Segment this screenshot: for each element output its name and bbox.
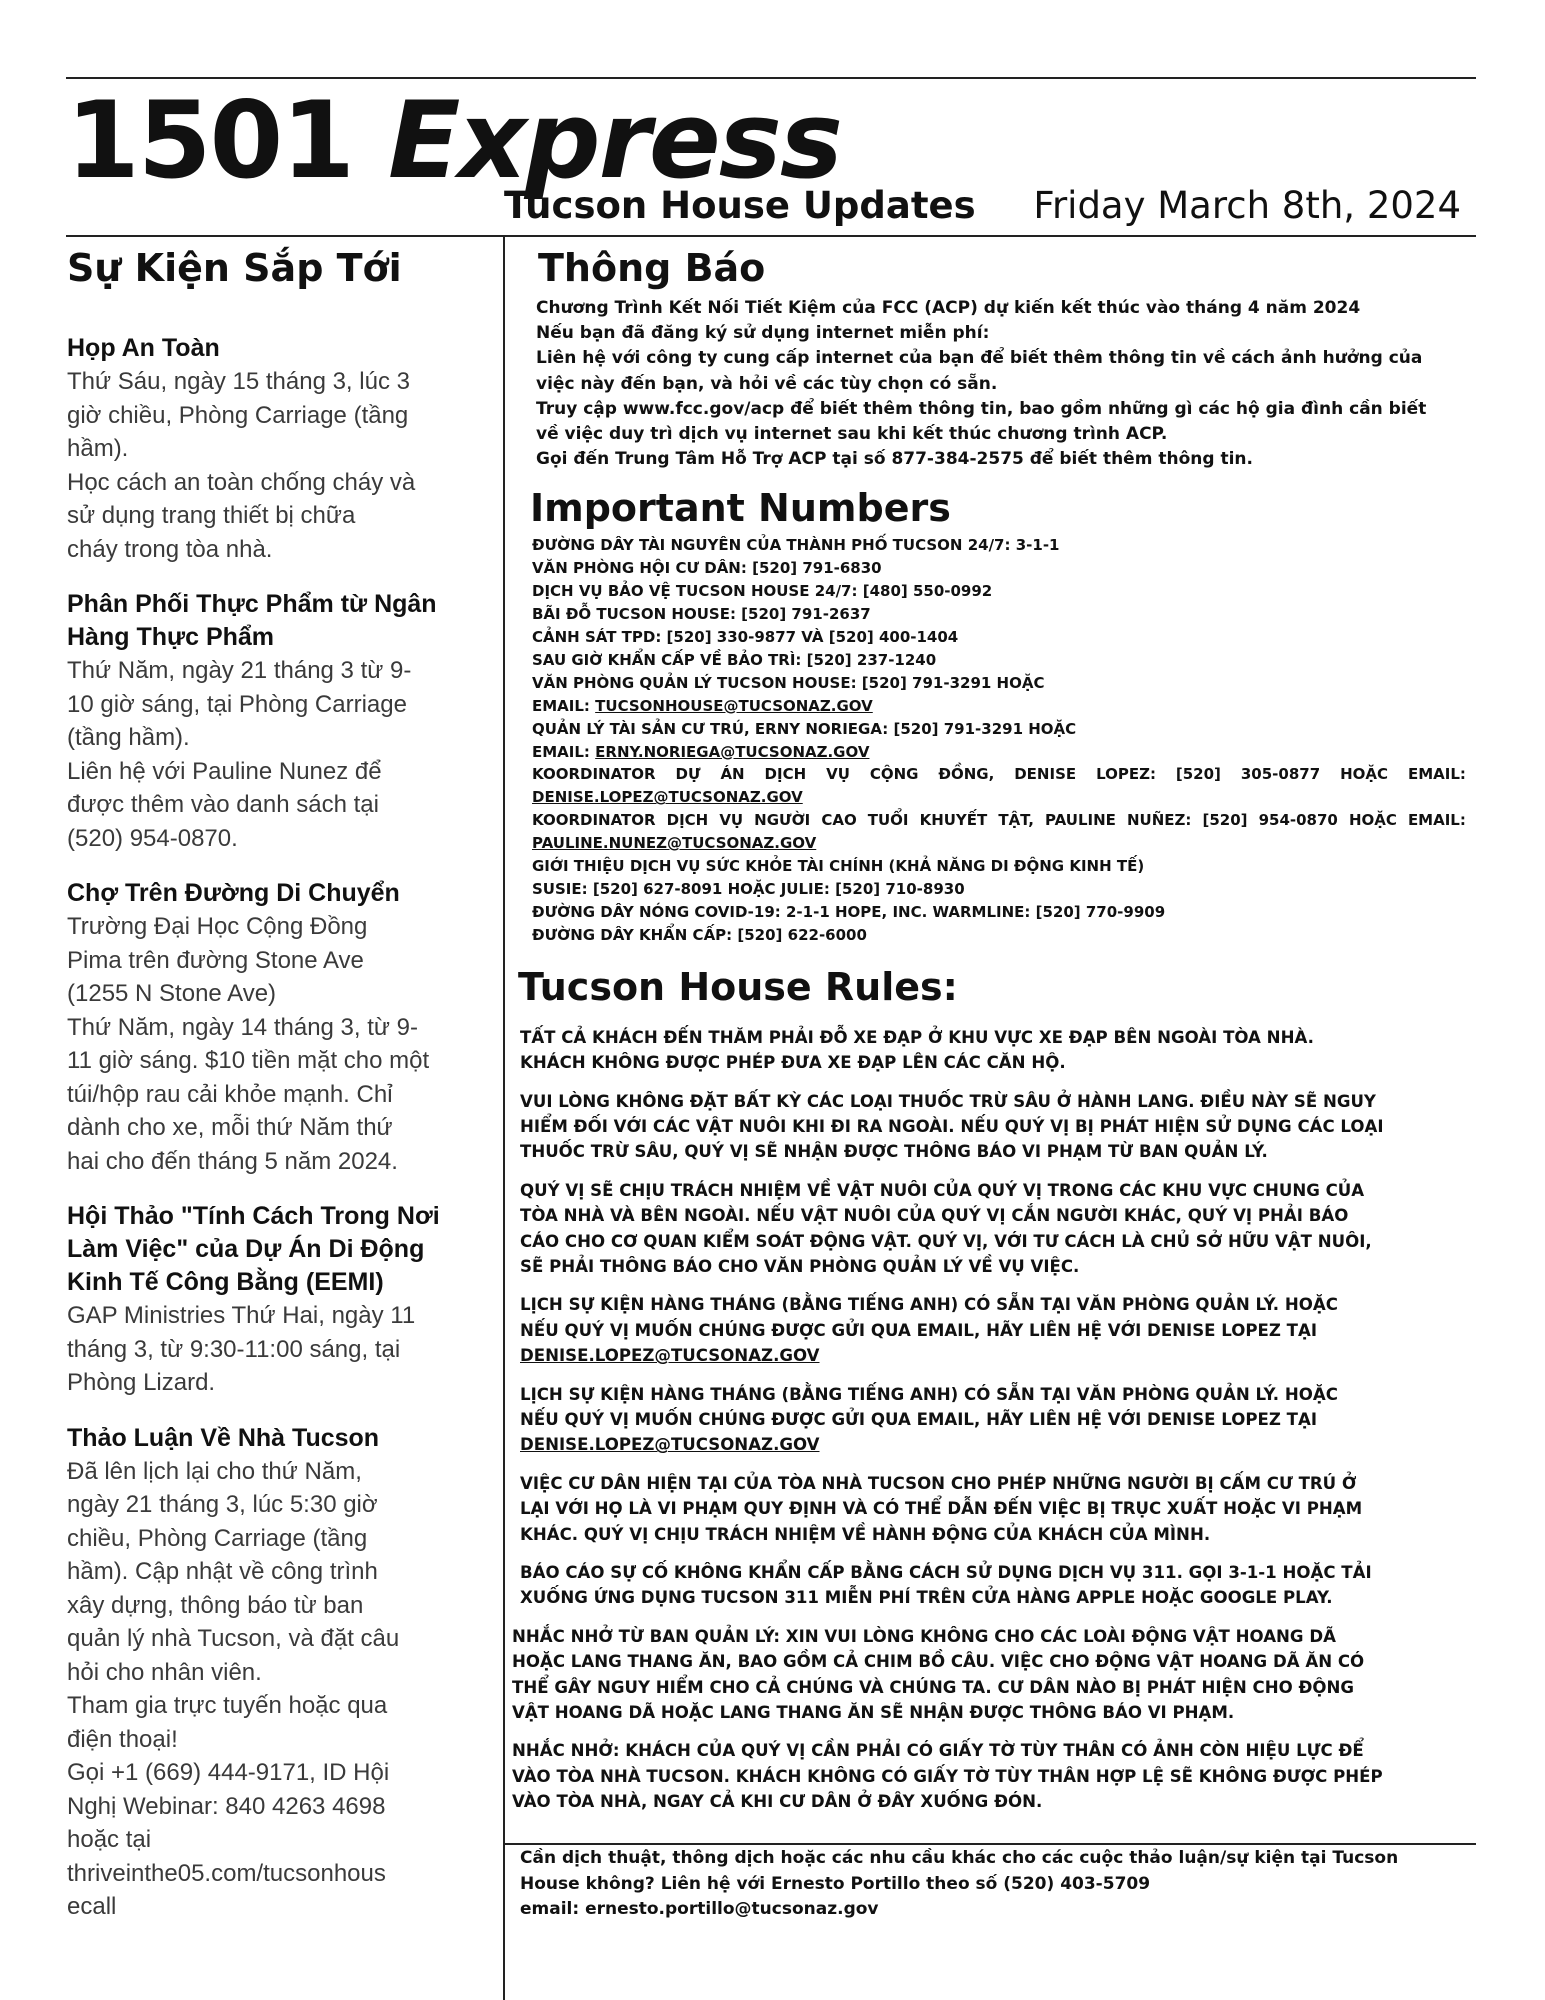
event-line: chiều, Phòng Carriage (tầng: [67, 1524, 368, 1552]
number-line-justified: [532, 763, 1466, 786]
masthead-subtitle: Tucson House Updates: [504, 184, 976, 227]
number-line: [532, 741, 1466, 764]
rule-line: CÁO CHO CƠ QUAN KIỂM SOÁT ĐỘNG VẬT. QUÝ VỊ, VỚI TƯ CÁCH LÀ CHỦ SỞ HỮU VẬT NUÔI,: [520, 1231, 1372, 1251]
announcements-column: [512, 244, 1466, 1828]
rule-line: VUI LÒNG KHÔNG ĐẶT BẤT KỲ CÁC LOẠI THUỐC TRỪ SÂU Ở HÀNH LANG. ĐIỀU NÀY SẼ NGUY: [520, 1091, 1376, 1111]
event-line: Trường Đại Học Cộng Đồng: [67, 913, 368, 940]
event-line: Học cách an toàn chống cháy và: [67, 468, 416, 496]
event-title: Phân Phối Thực Phẩm từ Ngân: [67, 590, 437, 618]
number-line: [532, 786, 1466, 809]
event-line: Tham gia trực tuyến hoặc qua: [67, 1692, 388, 1719]
number-line: DỊCH VỤ BẢO VỆ TUCSON HOUSE 24/7: [480] 550-0992: [532, 582, 993, 601]
rule-line: XUỐNG ỨNG DỤNG TUCSON 311 MIỄN PHÍ TRÊN CỬA HÀNG APPLE HOẶC GOOGLE PLAY.: [520, 1588, 1333, 1608]
word: NGƯỜI: [754, 811, 811, 830]
event-title: Hàng Thực Phẩm: [67, 623, 275, 651]
rule-line: NẾU QUÝ VỊ MUỐN CHÚNG ĐƯỢC GỬI QUA EMAIL, HÃY LIÊN HỆ VỚI DENISE LOPEZ TẠI: [520, 1410, 1318, 1430]
rule-monthly-calendar: [520, 1292, 1466, 1368]
number-line: ĐƯỜNG DÂY TÀI NGUYÊN CỦA THÀNH PHỐ TUCSON 24/7: 3-1-1: [532, 536, 1060, 555]
word: HOẶC: [1340, 765, 1389, 784]
word: HOẶC: [1348, 811, 1397, 830]
event-line: hỏi cho nhân viên.: [67, 1658, 262, 1686]
rule-line: THUỐC TRỪ SÂU, QUÝ VỊ SẼ NHẬN ĐƯỢC THÔNG BÁO VI PHẠM TỪ BAN QUẢN LÝ.: [520, 1142, 1268, 1162]
number-line: BÃI ĐỖ TUCSON HOUSE: [520] 791-2637: [532, 605, 871, 624]
email-label: EMAIL:: [532, 696, 596, 715]
erny-noriega-email-link[interactable]: ERNY.NORIEGA@TUCSONAZ.GOV: [595, 742, 870, 761]
rule-line: HOẶC LANG THANG ĂN, BAO GỒM CẢ CHIM BỒ CÂU. VIỆC CHO ĐỘNG VẬT HOANG DÃ ĂN CÓ: [512, 1652, 1365, 1672]
notice-line: Liên hệ với công ty cung cấp internet của bạn để biết thêm thông tin về cách ảnh hưởng của: [536, 348, 1423, 369]
word: CỘNG: [869, 765, 919, 784]
rule-line: KHÁC. QUÝ VỊ CHỊU TRÁCH NHIỆM VỀ HÀNH ĐỘNG CỦA KHÁCH CỦA MÌNH.: [520, 1524, 1211, 1544]
word: EMAIL:: [1407, 765, 1466, 784]
rule-pesticides: [520, 1089, 1466, 1165]
event-title: Họp An Toàn: [67, 334, 220, 362]
translation-help-footer: [520, 1846, 1465, 1923]
word: TUỔI: [867, 811, 909, 830]
number-line-justified: [532, 809, 1466, 832]
word: VỤ: [826, 765, 850, 784]
word: TẬT,: [998, 811, 1034, 830]
event-title: Thảo Luận Về Nhà Tucson: [67, 1423, 380, 1452]
event-line: hai cho đến tháng 5 năm 2024.: [67, 1147, 398, 1175]
rule-line: NHẮC NHỞ: KHÁCH CỦA QUÝ VỊ CẦN PHẢI CÓ GIẤY TỜ TÙY THÂN CÓ ẢNH CÒN HIỆU LỰC ĐỂ: [512, 1741, 1364, 1761]
word: [520]: [1202, 811, 1248, 830]
word: DENISE: [1014, 765, 1077, 784]
masthead-title-main: 1501: [66, 79, 388, 202]
word: CAO: [821, 811, 857, 830]
event-line: Nghị Webinar: 840 4263 4698: [67, 1792, 386, 1820]
event-title: Chợ Trên Đường Di Chuyển: [67, 879, 400, 907]
event-title: Kinh Tế Công Bằng (EEMI): [67, 1268, 384, 1296]
event-line: hầm). Cập nhật về công trình: [67, 1558, 378, 1585]
word: EMAIL:: [1407, 811, 1466, 830]
notice-body: [536, 296, 1466, 472]
event-tucson-house-discussion: [67, 1422, 487, 1924]
rule-report-311: [520, 1560, 1466, 1611]
footer-rule: [505, 1843, 1476, 1845]
rule-line: HIỂM ĐỐI VỚI CÁC VẬT NUÔI KHI ĐI RA NGOÀI. NẾU QUÝ VỊ BỊ PHÁT HIỆN SỬ DỤNG CÁC LOẠI: [520, 1116, 1384, 1136]
notice-line: việc này đến bạn, và hỏi về các tùy chọn có sẵn.: [536, 373, 998, 394]
word: ĐỒNG,: [938, 765, 995, 784]
notice-line: Gọi đến Trung Tâm Hỗ Trợ ACP tại số 877-384-2575 để biết thêm thông tin.: [536, 449, 1253, 470]
word: PAULINE: [1045, 811, 1116, 830]
footer-line: House không? Liên hệ với Ernesto Portillo theo số (520) 403-5709: [520, 1873, 1151, 1894]
event-mobile-market: [67, 877, 487, 1178]
event-line: GAP Ministries Thứ Hai, ngày 11: [67, 1302, 416, 1329]
event-line: 10 giờ sáng, tại Phòng Carriage: [67, 690, 407, 718]
event-eemi-workshop: [67, 1200, 487, 1400]
word: NUÑEZ:: [1127, 811, 1192, 830]
event-line: ngày 21 tháng 3, lúc 5:30 giờ: [67, 1491, 378, 1518]
rule-line: TẤT CẢ KHÁCH ĐẾN THĂM PHẢI ĐỖ XE ĐẠP Ở KHU VỰC XE ĐẠP BÊN NGOÀI TÒA NHÀ.: [520, 1027, 1314, 1047]
header-rule: [66, 235, 1476, 237]
event-line: Đã lên lịch lại cho thứ Năm,: [67, 1457, 362, 1485]
rule-line: LẠI VỚI HỌ LÀ VI PHẠM QUY ĐỊNH VÀ CÓ THỂ DẪN ĐẾN VIỆC BỊ TRỤC XUẤT HOẶC VI PHẠM: [520, 1499, 1363, 1519]
rule-banned-guests: [520, 1471, 1466, 1547]
event-line: Gọi +1 (669) 444-9171, ID Hội: [67, 1759, 390, 1786]
event-line: Phòng Lizard.: [67, 1369, 216, 1396]
house-rules-list: [512, 1025, 1466, 1815]
footer-line: Cần dịch thuật, thông dịch hoặc các nhu cầu khác cho các cuộc thảo luận/sự kiện tại Tucson: [520, 1848, 1399, 1868]
word: [520]: [1175, 765, 1221, 784]
footer-email: email: ernesto.portillo@tucsonaz.gov: [520, 1899, 879, 1919]
event-line: điện thoại!: [67, 1725, 178, 1753]
event-line: được thêm vào danh sách tại: [67, 791, 379, 818]
event-line: Thứ Sáu, ngày 15 tháng 3, lúc 3: [67, 368, 410, 395]
word: DỰ: [675, 765, 701, 784]
rule-line: KHÁCH KHÔNG ĐƯỢC PHÉP ĐƯA XE ĐẠP LÊN CÁC CĂN HỘ.: [520, 1053, 1066, 1073]
rule-line: TÒA NHÀ VÀ BÊN NGOÀI. NẾU VẬT NUÔI CỦA QUÝ VỊ CẮN NGƯỜI KHÁC, QUÝ VỊ PHẢI BÁO: [520, 1206, 1349, 1226]
event-line: Thứ Năm, ngày 21 tháng 3 từ 9-: [67, 657, 412, 684]
rule-line: SẼ PHẢI THÔNG BÁO CHO VĂN PHÒNG QUẢN LÝ VỀ VỤ VIỆC.: [520, 1256, 1080, 1276]
notice-line: Nếu bạn đã đăng ký sử dụng internet miễn phí:: [536, 323, 990, 344]
number-line: VĂN PHÒNG HỘI CƯ DÂN: [520] 791-6830: [532, 559, 882, 578]
masthead-title: [66, 79, 841, 202]
rule-pets: [520, 1178, 1466, 1280]
masthead-title-express: Express: [387, 79, 841, 202]
rule-line: VẬT HOANG DÃ HOẶC LANG THANG ĂN SẼ NHẬN ĐƯỢC THÔNG BÁO VI PHẠM.: [512, 1703, 1235, 1723]
issue-date: Friday March 8th, 2024: [1033, 184, 1461, 227]
rule-line: NHẮC NHỞ TỪ BAN QUẢN LÝ: XIN VUI LÒNG KHÔNG CHO CÁC LOÀI ĐỘNG VẬT HOANG DÃ: [512, 1626, 1336, 1646]
number-line: ĐƯỜNG DÂY NÓNG COVID-19: 2-1-1 HOPE, INC. WARMLINE: [520] 770-9909: [532, 902, 1166, 921]
number-line: CẢNH SÁT TPD: [520] 330-9877 VÀ [520] 400-1404: [532, 628, 959, 647]
notice-heading: Thông Báo: [538, 246, 766, 290]
event-line: quản lý nhà Tucson, và đặt câu: [67, 1625, 400, 1652]
event-line: giờ chiều, Phòng Carriage (tầng: [67, 401, 409, 429]
word: KOORDINATOR: [532, 765, 656, 784]
rule-line: LỊCH SỰ KIỆN HÀNG THÁNG (BẰNG TIẾNG ANH) CÓ SẴN TẠI VĂN PHÒNG QUẢN LÝ. HOẶC: [520, 1295, 1338, 1315]
number-line: SAU GIỜ KHẨN CẤP VỀ BẢO TRÌ: [520] 237-1240: [532, 650, 937, 669]
word: ÁN: [720, 765, 745, 784]
number-line: QUẢN LÝ TÀI SẢN CƯ TRÚ, ERNY NORIEGA: [520] 791-3291 HOẶC: [532, 719, 1077, 738]
denise-lopez-email-link[interactable]: DENISE.LOPEZ@TUCSONAZ.GOV: [520, 1346, 820, 1366]
number-line: [532, 695, 1466, 718]
email-label: EMAIL:: [532, 742, 596, 761]
word: VỤ: [719, 811, 744, 830]
rule-wildlife-feeding: [512, 1624, 1466, 1726]
rule-bicycles: [520, 1025, 1466, 1076]
event-food-distribution: [67, 588, 487, 855]
rule-line: NẾU QUÝ VỊ MUỐN CHÚNG ĐƯỢC GỬI QUA EMAIL, HÃY LIÊN HỆ VỚI DENISE LOPEZ TẠI: [520, 1320, 1318, 1340]
rule-monthly-calendar-repeat: [520, 1382, 1466, 1458]
event-line: 11 giờ sáng. $10 tiền mặt cho một: [67, 1047, 430, 1074]
event-title: Làm Việc" của Dự Án Di Động: [67, 1235, 425, 1263]
number-line: ĐƯỜNG DÂY KHẨN CẤP: [520] 622-6000: [532, 925, 867, 944]
event-line: cháy trong tòa nhà.: [67, 535, 273, 563]
pauline-nunez-email-link[interactable]: PAULINE.NUNEZ@TUCSONAZ.GOV: [532, 834, 817, 853]
upcoming-events-column: [67, 244, 487, 1946]
important-numbers-list: [532, 534, 1466, 946]
notice-line: về việc duy trì dịch vụ internet sau khi kết thúc chương trình ACP.: [536, 424, 1168, 445]
event-line: (tầng hầm).: [67, 724, 190, 751]
important-numbers-heading: Important Numbers: [530, 486, 951, 531]
word: 954-0870: [1258, 811, 1338, 830]
tucsonhouse-email-link[interactable]: TUCSONHOUSE@TUCSONAZ.GOV: [595, 696, 873, 715]
word: DỊCH: [764, 765, 807, 784]
rule-line: THỂ GÂY NGUY HIỂM CHO CẢ CHÚNG VÀ CHÚNG TA. CƯ DÂN NÀO BỊ PHÁT HIỆN CHO ĐỘNG: [512, 1677, 1354, 1697]
number-line: VĂN PHÒNG QUẢN LÝ TUCSON HOUSE: [520] 791-3291 HOẶC: [532, 673, 1045, 692]
upcoming-events-heading: Sự Kiện Sắp Tới: [67, 246, 402, 290]
event-title: Hội Thảo "Tính Cách Trong Nơi: [67, 1202, 440, 1230]
denise-lopez-email-link[interactable]: DENISE.LOPEZ@TUCSONAZ.GOV: [520, 1435, 820, 1455]
event-line: túi/hộp rau cải khỏe mạnh. Chỉ: [67, 1080, 393, 1108]
rule-line: VÀO TÒA NHÀ TUCSON. KHÁCH KHÔNG CÓ GIẤY TỜ TÙY THÂN HỢP LỆ SẼ KHÔNG ĐƯỢC PHÉP: [512, 1766, 1383, 1786]
event-line: tháng 3, từ 9:30-11:00 sáng, tại: [67, 1335, 401, 1363]
event-line: Pima trên đường Stone Ave: [67, 946, 364, 974]
event-line: thriveinthe05.com/tucsonhous: [67, 1859, 386, 1887]
event-line: dành cho xe, mỗi thứ Năm thứ: [67, 1114, 393, 1141]
notice-line: Truy cập www.fcc.gov/acp để biết thêm thông tin, bao gồm những gì các hộ gia đình cần biết: [536, 398, 1427, 419]
event-line: hoặc tại: [67, 1826, 152, 1853]
event-line: hầm).: [67, 435, 129, 462]
house-rules-heading: Tucson House Rules:: [518, 964, 958, 1009]
word: KOORDINATOR: [532, 811, 656, 830]
word: LOPEZ:: [1096, 765, 1156, 784]
rule-line: QUÝ VỊ SẼ CHỊU TRÁCH NHIỆM VỀ VẬT NUÔI CỦA QUÝ VỊ TRONG CÁC KHU VỰC CHUNG CỦA: [520, 1180, 1365, 1200]
event-line: sử dụng trang thiết bị chữa: [67, 502, 356, 529]
rule-line: VÀO TÒA NHÀ, NGAY CẢ KHI CƯ DÂN Ở ĐÂY XUỐNG ĐÓN.: [512, 1792, 1043, 1812]
denise-lopez-email-link[interactable]: DENISE.LOPEZ@TUCSONAZ.GOV: [532, 788, 803, 807]
rule-line: BÁO CÁO SỰ CỐ KHÔNG KHẨN CẤP BẰNG CÁCH SỬ DỤNG DỊCH VỤ 311. GỌI 3-1-1 HOẶC TẢI: [520, 1563, 1372, 1583]
event-safety-meeting: [67, 332, 487, 566]
word: KHUYẾT: [919, 811, 988, 830]
event-line: (520) 954-0870.: [67, 824, 238, 852]
event-line: Liên hệ với Pauline Nunez để: [67, 757, 382, 785]
rule-line: VIỆC CƯ DÂN HIỆN TẠI CỦA TÒA NHÀ TUCSON CHO PHÉP NHỮNG NGƯỜI BỊ CẤM CƯ TRÚ Ở: [520, 1473, 1357, 1493]
number-line: [532, 832, 1466, 855]
number-line: GIỚI THIỆU DỊCH VỤ SỨC KHỎE TÀI CHÍNH (KHẢ NĂNG DI ĐỘNG KINH TẾ): [532, 857, 1145, 876]
rule-guest-id: [512, 1738, 1466, 1814]
event-line: Thứ Năm, ngày 14 tháng 3, từ 9-: [67, 1013, 418, 1041]
word: 305-0877: [1240, 765, 1321, 784]
number-line: SUSIE: [520] 627-8091 HOẶC JULIE: [520] 710-8930: [532, 880, 965, 899]
word: DỊCH: [666, 811, 709, 830]
event-line: (1255 N Stone Ave): [67, 980, 277, 1007]
rule-line: LỊCH SỰ KIỆN HÀNG THÁNG (BẰNG TIẾNG ANH) CÓ SẴN TẠI VĂN PHÒNG QUẢN LÝ. HOẶC: [520, 1384, 1338, 1404]
event-line: xây dựng, thông báo từ ban: [67, 1591, 364, 1619]
column-divider: [503, 237, 505, 2000]
event-line: ecall: [67, 1893, 117, 1920]
notice-line: Chương Trình Kết Nối Tiết Kiệm của FCC (ACP) dự kiến kết thúc vào tháng 4 năm 2024: [536, 298, 1361, 318]
